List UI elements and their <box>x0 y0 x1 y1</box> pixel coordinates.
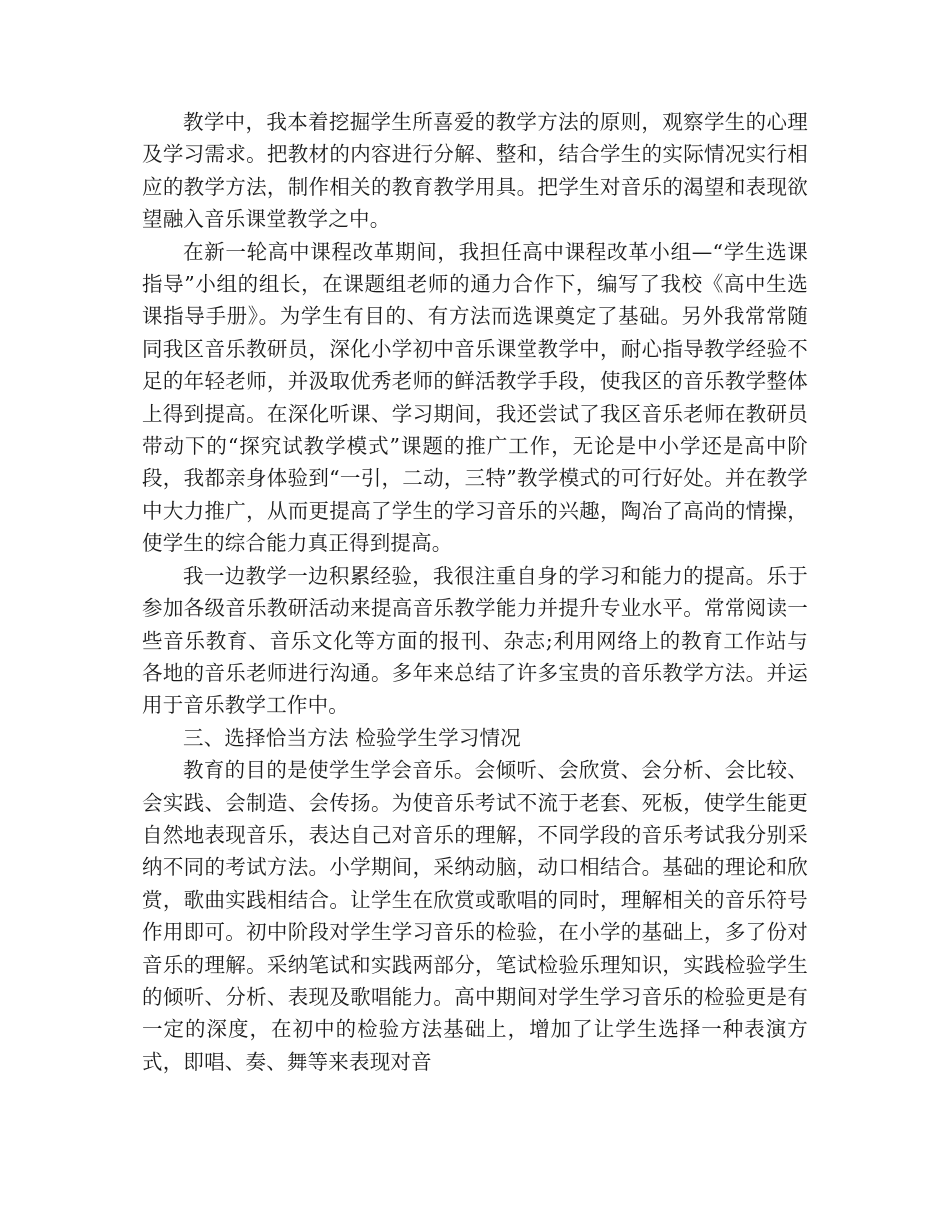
body-paragraph-1: 教学中，我本着挖掘学生所喜爱的教学方法的原则，观察学生的心理及学习需求。把教材的内容进行分解、整和，结合学生的实际情况实行相应的教学方法，制作相关的教育教学用具。把学生对音乐的渴望和表现欲望融入音乐课堂教学之中。 <box>142 110 808 232</box>
body-paragraph-3: 我一边教学一边积累经验，我很注重自身的学习和能力的提高。乐于参加各级音乐教研活动来提高音乐教学能力并提升专业水平。常常阅读一些音乐教育、音乐文化等方面的报刊、杂志;利用网络上的教育工作站与各地的音乐老师进行沟通。多年来总结了许多宝贵的音乐教学方法。并运用于音乐教学工作中。 <box>142 563 808 718</box>
body-paragraph-4: 教育的目的是使学生学会音乐。会倾听、会欣赏、会分析、会比较、会实践、会制造、会传扬。为使音乐考试不流于老套、死板，使学生能更自然地表现音乐，表达自己对音乐的理解，不同学段的音乐考试我分别采纳不同的考试方法。小学期间，采纳动脑，动口相结合。基础的理论和欣赏，歌曲实践相结合。让学生在欣赏或歌唱的同时，理解相关的音乐符号作用即可。初中阶段对学生学习音乐的检验，在小学的基础上，多了份对音乐的理解。采纳笔试和实践两部分，笔试检验乐理知识，实践检验学生的倾听、分析、表现及歌唱能力。高中期间对学生学习音乐的检验更是有一定的深度，在初中的检验方法基础上，增加了让学生选择一种表演方式，即唱、奏、舞等来表现对音 <box>142 758 808 1074</box>
section-heading: 三、选择恰当方法 检验学生学习情况 <box>183 725 521 750</box>
document-page <box>142 106 808 1078</box>
body-paragraph-2: 在新一轮高中课程改革期间，我担任高中课程改革小组—“学生选课指导”小组的组长，在课题组老师的通力合作下，编写了我校《高中生选课指导手册》。为学生有目的、有方法而选课奠定了基础。另外我常常随同我区音乐教研员，深化小学初中音乐课堂教学中，耐心指导教学经验不足的年轻老师，并汲取优秀老师的鲜活教学手段，使我区的音乐教学整体上得到提高。在深化听课、学习期间，我还尝试了我区音乐老师在教研员带动下的“探究试教学模式”课题的推广工作，无论是中小学还是高中阶段，我都亲身体验到“一引，二动，三特”教学模式的可行好处。并在教学中大力推广，从而更提高了学生的学习音乐的兴趣，陶冶了高尚的情操，使学生的综合能力真正得到提高。 <box>142 239 808 556</box>
